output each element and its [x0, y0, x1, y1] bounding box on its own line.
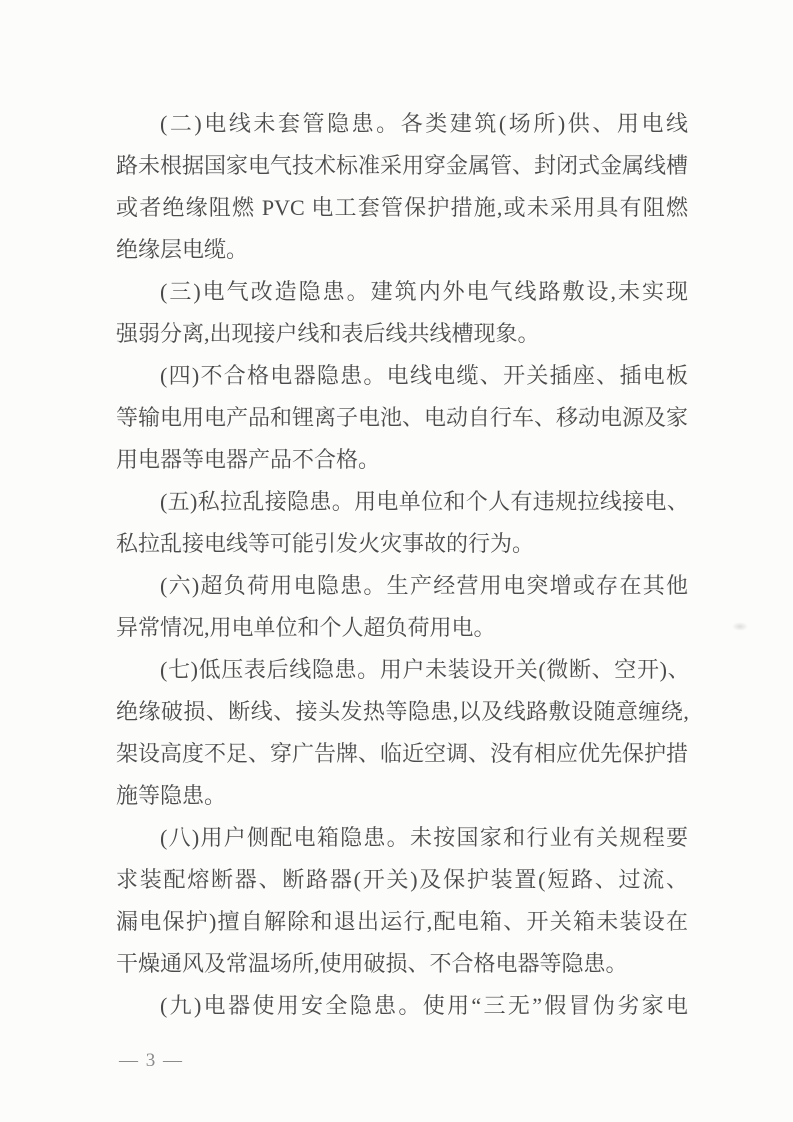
text-line: 私拉乱接电线等可能引发火灾事故的行为。 — [116, 531, 535, 556]
text-line: 路未根据国家电气技术标准采用穿金属管、封闭式金属线槽 — [116, 153, 689, 178]
text-line: 异常情况,用电单位和个人超负荷用电。 — [116, 615, 496, 640]
text-line: (五)私拉乱接隐患。用电单位和个人有违规拉线接电、 — [160, 489, 688, 514]
text-line: 强弱分离,出现接户线和表后线共线槽现象。 — [116, 321, 540, 346]
text-line: (九)电器使用安全隐患。使用“三无”假冒伪劣家电 — [160, 993, 688, 1018]
text-line: (七)低压表后线隐患。用户未装设开关(微断、空开)、 — [160, 657, 688, 682]
page-number: — 3 — — [119, 1050, 184, 1071]
text-line: (二)电线未套管隐患。各类建筑(场所)供、用电线 — [160, 111, 688, 136]
text-line: 干燥通风及常温场所,使用破损、不合格电器等隐患。 — [116, 951, 628, 976]
paragraph-hazard-8 — [116, 817, 688, 985]
paragraph-hazard-2 — [116, 103, 688, 271]
text-line: 等输电用电产品和锂离子电池、电动自行车、移动电源及家 — [116, 405, 689, 430]
text-line: 架设高度不足、穿广告牌、临近空调、没有相应优先保护措 — [116, 741, 689, 766]
text-line: 用电器等电器产品不合格。 — [116, 447, 381, 472]
text-line: (三)电气改造隐患。建筑内外电气线路敷设,未实现 — [160, 279, 688, 304]
paragraph-hazard-3 — [116, 271, 688, 355]
scan-artifact — [732, 622, 748, 631]
text-line: 或者绝缘阻燃 PVC 电工套管保护措施,或未采用具有阻燃 — [116, 195, 688, 220]
text-line: 求装配熔断器、断路器(开关)及保护装置(短路、过流、 — [116, 867, 688, 892]
paragraph-hazard-7 — [116, 649, 688, 817]
text-line: 漏电保护)擅自解除和退出运行,配电箱、开关箱未装设在 — [116, 909, 688, 934]
paragraph-hazard-5 — [116, 481, 688, 565]
paragraph-hazard-9 — [116, 985, 688, 1027]
paragraph-hazard-4 — [116, 355, 688, 481]
text-line: (六)超负荷用电隐患。生产经营用电突增或存在其他 — [160, 573, 688, 598]
text-line: 绝缘破损、断线、接头发热等隐患,以及线路敷设随意缠绕, — [116, 699, 688, 724]
text-line: 绝缘层电缆。 — [116, 237, 249, 262]
document-body — [116, 103, 688, 1027]
text-line: 施等隐患。 — [116, 783, 227, 808]
text-line: (四)不合格电器隐患。电线电缆、开关插座、插电板 — [160, 363, 688, 388]
text-line: (八)用户侧配电箱隐患。未按国家和行业有关规程要 — [160, 825, 688, 850]
paragraph-hazard-6 — [116, 565, 688, 649]
